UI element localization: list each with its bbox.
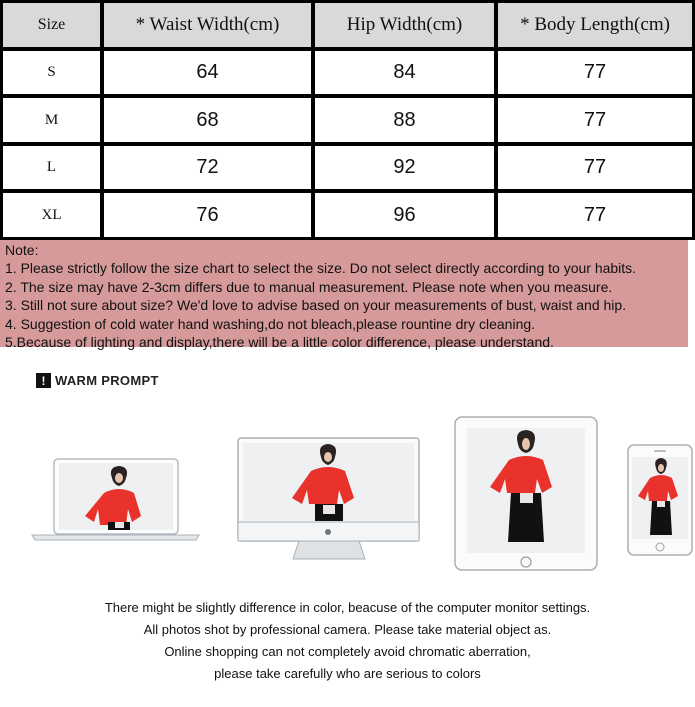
hip-cell: 92 [315, 146, 494, 189]
note-line: 1. Please strictly follow the size chart to select the size. Do not select directly according to your habits. [5, 260, 637, 277]
warm-prompt-title: WARM PROMPT [55, 373, 159, 388]
length-cell: 77 [498, 98, 692, 142]
warm-prompt-header [36, 373, 159, 388]
header-body-length: * Body Length(cm) [498, 3, 692, 47]
caption-line: There might be slightly difference in color, beacuse of the computer monitor settings. [104, 600, 591, 615]
waist-cell: 72 [104, 146, 311, 189]
tablet-icon [454, 416, 598, 571]
exclamation-icon: ! [36, 373, 51, 388]
hip-cell: 88 [315, 98, 494, 142]
laptop-icon [30, 458, 201, 542]
notes-block [0, 240, 688, 351]
hip-cell: 84 [315, 51, 494, 94]
size-cell: S [3, 51, 100, 94]
waist-cell: 68 [104, 98, 311, 142]
waist-cell: 64 [104, 51, 311, 94]
size-cell: M [3, 98, 100, 142]
caption-line: Online shopping can not completely avoid chromatic aberration, [164, 644, 531, 659]
waist-cell: 76 [104, 193, 311, 237]
phone-icon [627, 444, 693, 556]
caption-line: please take carefully who are serious to colors [214, 666, 481, 681]
note-line: 3. Still not sure about size? We'd love to advise based on your measurements of bust, waist and hip. [5, 297, 627, 314]
desktop-monitor-icon [237, 437, 420, 565]
size-table [0, 0, 695, 240]
note-line: 5.Because of lighting and display,there will be a little color difference, please understand. [5, 334, 554, 351]
note-line: 4. Suggestion of cold water hand washing,do not bleach,please rountine dry cleaning. [5, 315, 536, 332]
header-waist: * Waist Width(cm) [104, 3, 311, 47]
length-cell: 77 [498, 146, 692, 189]
length-cell: 77 [498, 193, 692, 237]
note-line: 2. The size may have 2-3cm differs due to manual measurement. Please note when you measure. [5, 278, 613, 295]
length-cell: 77 [498, 51, 692, 94]
notes-title: Note: [5, 242, 39, 258]
caption-line: All photos shot by professional camera. Please take material object as. [143, 622, 552, 637]
header-hip: Hip Width(cm) [315, 3, 494, 47]
size-cell: L [3, 146, 100, 189]
header-size: Size [3, 3, 100, 47]
size-cell: XL [3, 193, 100, 237]
hip-cell: 96 [315, 193, 494, 237]
